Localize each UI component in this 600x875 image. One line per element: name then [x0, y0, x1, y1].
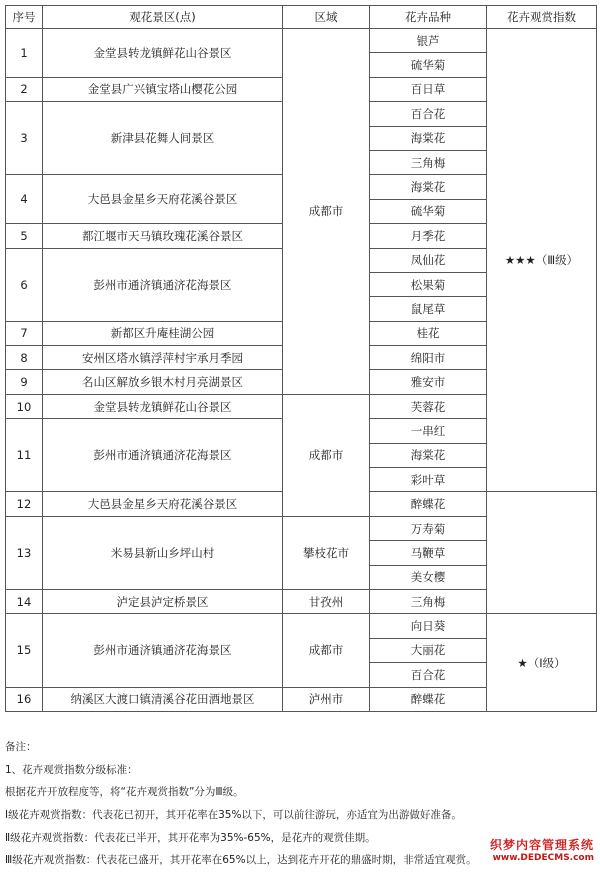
area-cell: 绵阳市: [370, 346, 487, 370]
watermark-logo: [490, 836, 594, 863]
variety-cell: 松果菊: [370, 272, 487, 296]
row-spot: 都江堰市天马镇玫瑰花溪谷景区: [43, 224, 283, 248]
variety-cell: 海棠花: [370, 126, 487, 150]
variety-cell: 三角梅: [370, 589, 487, 613]
row-no: 3: [6, 102, 43, 175]
row-spot: 金堂县转龙镇鲜花山谷景区: [43, 29, 283, 78]
row-no: 12: [6, 492, 43, 516]
variety-cell: 万寿菊: [370, 516, 487, 540]
row-spot: 彭州市通济镇通济花海景区: [43, 419, 283, 492]
table-row: [6, 614, 597, 638]
table-row: [6, 29, 597, 53]
row-spot: 金堂县广兴镇宝塔山樱花公园: [43, 77, 283, 101]
variety-cell: 银芦: [370, 29, 487, 53]
row-spot: 新津县花舞人间景区: [43, 102, 283, 175]
notes-line: Ⅲ级花卉观赏指数：代表花已盛开，其开花率在65%以上，达到花卉开花的鼎盛时期，非常适宜观赏。: [5, 854, 477, 867]
variety-cell: 彩叶草: [370, 468, 487, 492]
area-cell: 成都市: [283, 394, 370, 516]
row-no: 6: [6, 248, 43, 321]
variety-cell: 海棠花: [370, 443, 487, 467]
variety-cell: 马鞭草: [370, 541, 487, 565]
row-no: 7: [6, 321, 43, 345]
variety-cell: 三角梅: [370, 150, 487, 174]
variety-cell: 鼠尾草: [370, 297, 487, 321]
row-spot: 泸定县泸定桥景区: [43, 589, 283, 613]
row-no: 9: [6, 370, 43, 394]
variety-cell: 醉蝶花: [370, 687, 487, 711]
row-no: 8: [6, 346, 43, 370]
variety-cell: 海棠花: [370, 175, 487, 199]
variety-cell: 凤仙花: [370, 248, 487, 272]
grade-cell: ★（Ⅰ级）: [487, 614, 597, 712]
variety-cell: 桂花: [370, 321, 487, 345]
row-spot: 大邑县金星乡天府花溪谷景区: [43, 175, 283, 224]
row-no: 11: [6, 419, 43, 492]
row-spot: 大邑县金星乡天府花溪谷景区: [43, 492, 283, 516]
variety-cell: 芙蓉花: [370, 394, 487, 418]
flower-viewing-table: [5, 5, 597, 712]
variety-cell: 百合花: [370, 663, 487, 687]
variety-cell: 一串红: [370, 419, 487, 443]
variety-cell: 百合花: [370, 102, 487, 126]
row-no: 14: [6, 589, 43, 613]
variety-cell: 百日草: [370, 77, 487, 101]
variety-cell: 醉蝶花: [370, 492, 487, 516]
row-no: 15: [6, 614, 43, 687]
row-no: 10: [6, 394, 43, 418]
notes-line: 根据花卉开放程度等，将“花卉观赏指数”分为Ⅲ级。: [5, 786, 244, 799]
variety-cell: 硫华菊: [370, 53, 487, 77]
header-area: 区域: [283, 6, 370, 29]
notes-line: 1、花卉观赏指数分级标准：: [5, 763, 138, 776]
grade-cell: ★★★（Ⅲ级）: [487, 29, 597, 492]
row-spot: 彭州市通济镇通济花海景区: [43, 248, 283, 321]
watermark-title: 织梦内容管理系统: [489, 838, 594, 852]
notes-line: Ⅰ级花卉观赏指数：代表花已初开，其开花率在35%以下，可以前往游玩，亦适宜为出游做好准备。: [5, 809, 462, 822]
row-no: 2: [6, 77, 43, 101]
row-no: 1: [6, 29, 43, 78]
row-spot: 彭州市通济镇通济花海景区: [43, 614, 283, 687]
variety-cell: 大丽花: [370, 638, 487, 662]
row-no: 16: [6, 687, 43, 711]
variety-cell: 美女樱: [370, 565, 487, 589]
variety-cell: 向日葵: [370, 614, 487, 638]
variety-cell: 硫华菊: [370, 199, 487, 223]
row-spot: 新都区升庵桂湖公园: [43, 321, 283, 345]
row-no: 5: [6, 224, 43, 248]
variety-cell: 月季花: [370, 224, 487, 248]
area-cell: 成都市: [283, 614, 370, 687]
header-no: 序号: [6, 6, 43, 29]
area-cell: 泸州市: [283, 687, 370, 711]
row-spot: 安州区塔水镇浮萍村宇承月季园: [43, 346, 283, 370]
header-spot: 观花景区(点): [43, 6, 283, 29]
row-spot: 米易县新山乡坪山村: [43, 516, 283, 589]
area-cell: 雅安市: [370, 370, 487, 394]
area-cell: 甘孜州: [283, 589, 370, 613]
row-no: 13: [6, 516, 43, 589]
watermark-url: www.DEDECMS.com: [492, 853, 594, 863]
notes-line: Ⅱ级花卉观赏指数：代表花已半开，其开花率为35%-65%，是花卉的观赏佳期。: [5, 831, 376, 844]
header-index: 花卉观赏指数: [487, 6, 597, 29]
row-spot: 名山区解放乡银木村月亮湖景区: [43, 370, 283, 394]
area-cell: 成都市: [283, 29, 370, 395]
row-spot: 纳溪区大渡口镇清溪谷花田酒地景区: [43, 687, 283, 711]
header-variety: 花卉品种: [370, 6, 487, 29]
row-no: 4: [6, 175, 43, 224]
table-row: [6, 589, 597, 613]
table-header-row: [6, 6, 597, 29]
row-spot: 金堂县转龙镇鲜花山谷景区: [43, 394, 283, 418]
area-cell: 攀枝花市: [283, 516, 370, 589]
notes-title: 备注：: [5, 741, 37, 753]
table-row: [6, 516, 597, 540]
